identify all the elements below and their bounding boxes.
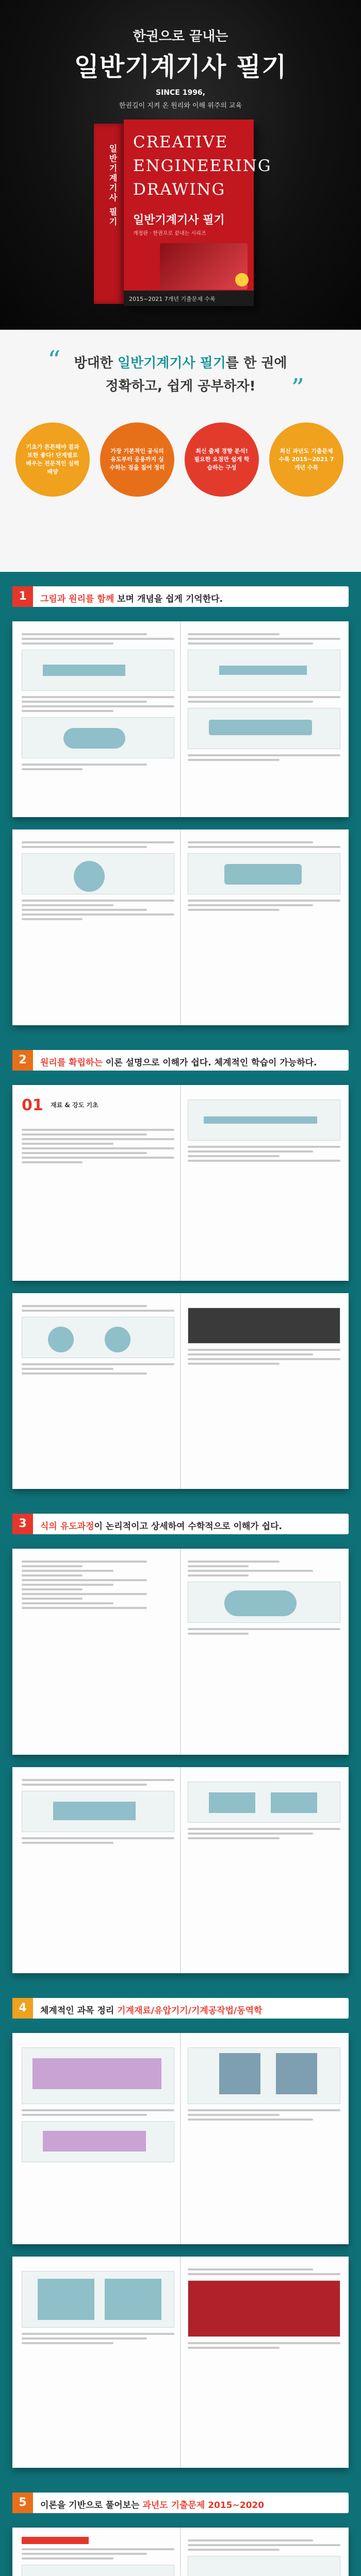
book-page-left [22,1776,174,1846]
section-heading [40,2003,262,2016]
page-figure [188,2047,340,2104]
open-quote-icon: “ [47,345,61,375]
book-page-right [188,2042,340,2123]
book-spread [12,1549,349,1755]
cover-line-2: ENGINEERING [133,157,272,175]
section-heading-em: 원리를 확립하는 [40,1058,103,1068]
section-heading [40,591,223,604]
section-heading [40,1519,282,1532]
hero-since: SINCE 1996, [155,89,205,97]
book-spread [12,1085,349,1281]
section-heading-rest: 이 논리적이고 상세하여 수학적으로 이해가 쉽다. [94,1521,282,1532]
page-figure [22,1317,174,1358]
spread-gutter [180,2033,181,2244]
book-page-right [188,1094,340,1164]
book-page-left [22,839,174,923]
book-page-right [188,1558,340,1637]
page-figure [188,2556,340,2576]
cover-line-3: DRAWING [133,180,226,199]
page-figure [188,650,340,691]
book-page-right [188,1776,340,1842]
section-number: 2 [12,1050,33,1071]
intro-quote [0,345,361,403]
section-1 [0,572,361,1036]
book-page-left [22,2042,174,2167]
feature-circle: 기초가 튼튼해야 결과 또한 좋다! 단계별로 배우는 전문적인 실력배양 [15,422,90,497]
hero-title: 일반기계기사 필기 [74,52,287,82]
hero-banner [0,0,361,330]
book-page-left [22,1302,174,1377]
section-heading-rest: 체계적인 과목 정리 [40,2006,114,2016]
page-photo [188,2280,340,2337]
spread-gutter [180,1293,181,1489]
book-page-left [22,631,174,773]
section-heading-em: 기계재료/유압기기/기계공작법/동역학 [117,2006,262,2016]
feature-circles [15,422,346,515]
book-page-left [22,1126,174,1166]
quote-suffix: 를 한 권에 [225,355,287,371]
book-spine-text: 일반기계기사 필기 [108,144,118,227]
section-5 [0,2478,361,2576]
section-4 [0,1984,361,2478]
section-heading-em: 과년도 기출문제 2015~2020 [142,2500,265,2511]
book-page-left [22,2537,174,2576]
page-figure [22,2565,174,2576]
cover-badge: 2015~2021 7개년 기출문제 수록 [124,291,254,306]
book-page-right [188,2537,340,2576]
book-spread [12,1767,349,1973]
book-page-right [188,839,340,913]
book-spread [12,829,349,1025]
book-spread [12,1293,349,1489]
section-number: 3 [12,1514,33,1534]
section-heading [40,2498,264,2511]
book-spine [94,124,124,304]
book-spread [12,2033,349,2244]
page-figure [22,2271,174,2328]
section-heading-rest: 이론을 기반으로 풀어보는 [40,2500,140,2511]
section-header [12,1050,349,1071]
page-figure [22,650,174,691]
chapter-number: 01 [22,1096,43,1114]
quote-line-2: 정확하고, 쉽게 공부하자! [105,379,256,394]
page-figure [22,2047,174,2104]
book-cover [124,120,272,306]
spread-gutter [180,2528,181,2576]
section-header [12,1514,349,1534]
section-number: 1 [12,586,33,607]
cover-illustration [160,243,248,290]
book-page-right [188,2266,340,2351]
page-figure [22,1791,174,1832]
section-number: 5 [12,2493,33,2513]
hero-subtitle: 한권으로 끝내는 [133,29,228,44]
hero-tagline: 한권길이 지켜 온 원리와 이해 위주의 교육 [119,102,242,110]
section-header [12,2493,349,2513]
section-heading-em: 식의 유도과정 [40,1521,94,1532]
section-3 [0,1499,361,1984]
book-spread [12,2528,349,2576]
page-figure [22,853,174,894]
spread-gutter [180,1085,181,1281]
publisher-logo-icon [235,273,249,286]
feature-circle: 가장 기본적인 공식의 유도부터 응용까지 실수하는 점을 짚어 정리 [100,422,174,497]
cover-subtitle: 개정판 · 한권으로 끝내는 시리즈 [133,231,206,236]
book-page-left [22,2266,174,2347]
page-figure [22,2121,174,2162]
chapter-title: 재료 & 강도 기초 [51,1101,99,1109]
quote-prefix: 방대한 [74,355,118,371]
section-header [12,586,349,607]
section-heading-rest: 보며 개념을 쉽게 기억한다. [114,594,223,604]
spread-gutter [180,2257,181,2468]
close-quote-icon: ” [291,373,304,403]
section-heading [40,1055,317,1068]
section-heading-em: 그림과 원리를 함께 [40,594,114,604]
page-figure [188,708,340,749]
book-page-left [22,1558,174,1612]
feature-circle: 최신 과년도 기출문제 수록 2015~2021 7개년 수록 [269,422,343,497]
cover-line-1: CREATIVE [133,133,228,151]
book-page-right [188,631,340,764]
book-spread [12,2257,349,2468]
section-2 [0,1036,361,1499]
page-figure [188,853,340,894]
spread-gutter [180,1549,181,1755]
section-header [12,1998,349,2019]
intro-section [0,330,361,572]
page-figure [188,1099,340,1141]
cover-title: 일반기계기사 필기 [133,214,225,227]
spread-gutter [180,1767,181,1973]
page-figure [188,1582,340,1623]
spread-gutter [180,829,181,1025]
book-spread [12,621,349,817]
page-figure [22,717,174,758]
page-figure [188,1782,340,1823]
book-page-right [188,1302,340,1367]
section-number: 4 [12,1998,33,2019]
feature-circle: 최신 출제 경향 분석! 필요한 요점만 쉽게 학습하는 구성 [185,422,259,497]
quote-highlight: 일반기계기사 필기 [117,355,226,371]
page-photo [188,1308,340,1344]
section-heading-rest: 이론 설명으로 이해가 쉽다. 체계적인 학습이 가능하다. [102,1058,317,1068]
spread-gutter [180,621,181,817]
